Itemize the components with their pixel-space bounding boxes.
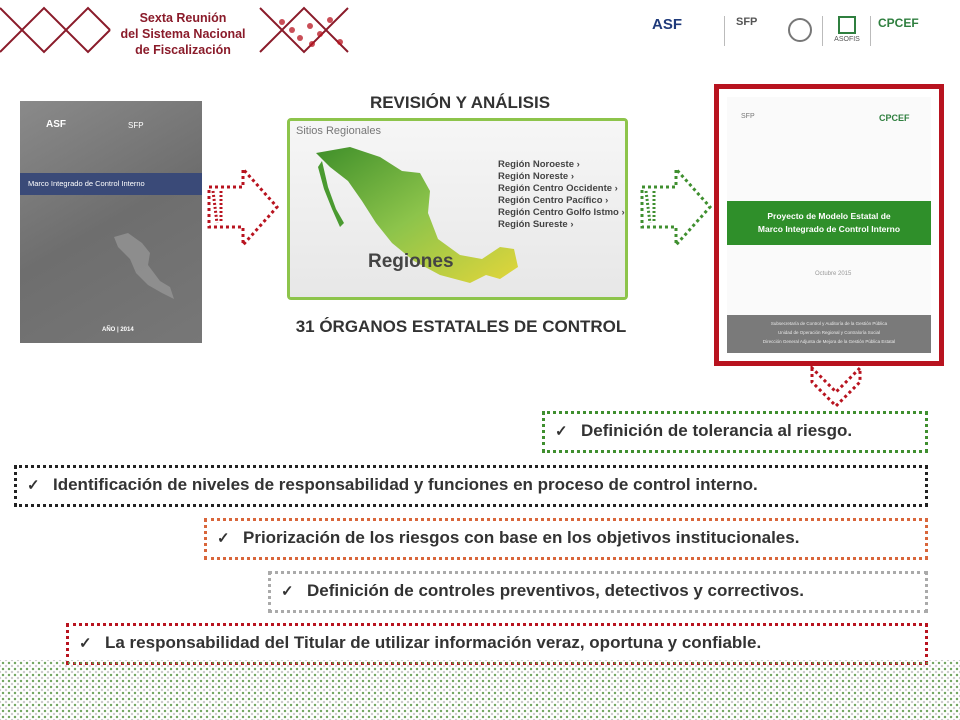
doc-year: AÑO | 2014 (102, 327, 134, 333)
bullet-responsibility-levels (14, 465, 928, 507)
event-title (118, 10, 248, 58)
region-item[interactable]: Región Centro Occidente › (498, 183, 618, 194)
check-icon: ✓ (281, 583, 294, 600)
asf-logo (652, 16, 718, 46)
asofis-emblem-icon (838, 16, 856, 34)
check-icon: ✓ (555, 423, 568, 440)
bullet-text: La responsabilidad del Titular de utilizar información veraz, oportuna y confiable. (105, 633, 762, 652)
doc-footer-line-3: Dirección General Adjunta de Mejora de la Gestión Pública Estatal (762, 339, 896, 344)
region-item[interactable]: Región Noreste › (498, 171, 575, 182)
check-icon: ✓ (27, 477, 40, 494)
doc-footer (727, 315, 931, 353)
mexico-seal-icon (788, 18, 812, 42)
arrow-right-icon (636, 163, 716, 253)
arrow-down-icon (806, 364, 866, 414)
region-item[interactable]: Región Centro Golfo Istmo › (498, 207, 625, 218)
doc-title-line-1: Proyecto de Modelo Estatal de (767, 211, 891, 221)
bullet-text: Identificación de niveles de responsabilidad y funciones en proceso de control interno. (53, 475, 758, 494)
regions-label: Regiones (368, 251, 454, 272)
divider (822, 16, 823, 46)
document-cover-modelo-estatal (714, 84, 944, 366)
doc-asf-logo: ASF (46, 119, 66, 130)
check-icon: ✓ (79, 635, 92, 652)
doc-cpcef-logo: CPCEF (879, 113, 910, 123)
doc-date: Octubre 2015 (815, 271, 852, 277)
bullet-controls (268, 571, 928, 613)
doc-sfp-logo: SFP (128, 121, 144, 130)
card-title: Sitios Regionales (296, 125, 381, 137)
document-cover-marco-integrado (20, 101, 202, 343)
regions-map-card (287, 118, 628, 300)
asf-logo-label: ASF (652, 16, 682, 33)
footer-dot-pattern (0, 660, 960, 720)
region-item[interactable]: Región Noroeste › (498, 159, 580, 170)
doc-title-band (727, 201, 931, 245)
bullet-risk-tolerance (542, 411, 928, 453)
doc-sfp-logo: SFP (741, 113, 755, 120)
doc-footer-line-1: Subsecretaría de Control y Auditoría de la Gestión Pública (770, 321, 888, 326)
divider (870, 16, 871, 46)
region-item[interactable]: Región Centro Pacífico › (498, 195, 609, 206)
bullet-titular-responsibility (66, 623, 928, 665)
heading-organs: 31 ÓRGANOS ESTATALES DE CONTROL (295, 317, 627, 336)
event-title-line-3: de Fiscalización (135, 43, 231, 57)
bullet-text: Priorización de los riesgos con base en los objetivos institucionales. (243, 528, 800, 547)
doc-footer-line-2: Unidad de Operación Regional y Contraloría Social (777, 330, 881, 335)
bullet-text: Definición de tolerancia al riesgo. (581, 421, 853, 440)
region-item[interactable]: Región Sureste › (498, 219, 574, 230)
doc-title-line-2: Marco Integrado de Control Interno (757, 224, 901, 234)
event-title-line-1: Sexta Reunión (139, 11, 227, 25)
bullet-text: Definición de controles preventivos, detectivos y correctivos. (307, 581, 804, 600)
heading-review: REVISIÓN Y ANÁLISIS (369, 93, 551, 112)
asofis-logo-label: ASOFIS (834, 36, 860, 43)
divider (724, 16, 725, 46)
bullet-risk-prioritization (204, 518, 928, 560)
sfp-logo (736, 16, 780, 46)
asofis-logo (830, 16, 864, 46)
event-title-line-2: del Sistema Nacional (120, 27, 246, 41)
arrow-right-icon (203, 163, 283, 253)
cpcef-logo (878, 16, 948, 46)
cpcef-logo-label: CPCEF (878, 16, 919, 30)
doc-title-band: Marco Integrado de Control Interno (20, 173, 202, 195)
sfp-logo-label: SFP (736, 16, 758, 28)
mexico-map-watermark-icon (108, 229, 178, 309)
check-icon: ✓ (217, 530, 230, 547)
doc-page (727, 97, 931, 353)
